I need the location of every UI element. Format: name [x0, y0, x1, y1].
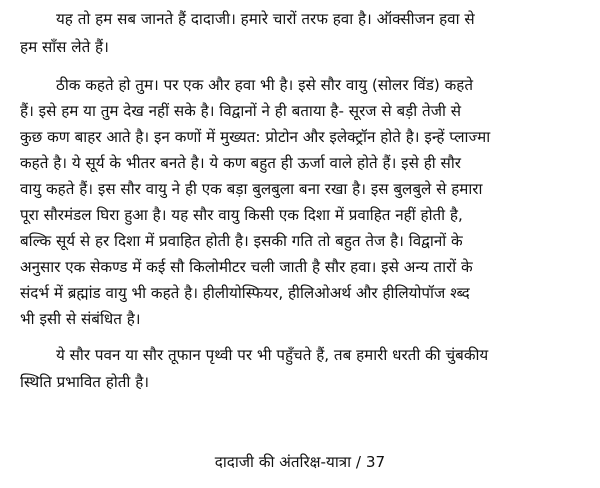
- paragraph-2-line-8: अनुसार एक सेकण्ड में कई सौ किलोमीटर चली जाती है सौर हवा। इसे अन्य तारों के: [20, 258, 473, 276]
- paragraph-3-line-1: ये सौर पवन या सौर तूफान पृथ्वी पर भी पहुँचते हैं, तब हमारी धरती की चुंबकीय: [56, 346, 489, 364]
- paragraph-2-line-4: कहते है। ये सूर्य के भीतर बनते है। ये कण बहुत ही ऊर्जा वाले होते हैं। इसे ही सौर: [20, 154, 461, 172]
- paragraph-2-line-1: ठीक कहते हो तुम। पर एक और हवा भी है। इसे सौर वायु (सोलर विंड) कहते: [56, 76, 474, 94]
- paragraph-3-line-2: स्थिति प्रभावित होती है।: [20, 373, 150, 391]
- paragraph-2-line-2: हैं। इसे हम या तुम देख नहीं सके है। विद्वानों ने ही बताया है- सूरज से बड़ी तेजी से: [20, 102, 461, 120]
- paragraph-1-line-2: हम साँस लेते हैं।: [20, 38, 109, 56]
- paragraph-2-line-3: कुछ कण बाहर आते है। इन कणों में मुख्यत: प्रोटोन और इलेक्ट्रॉन होते है। इन्हें प्लाज्मा: [20, 128, 491, 146]
- paragraph-2-line-7: बल्कि सूर्य से हर दिशा में प्रवाहित होती है। इसकी गति तो बहुत तेज है। विद्वानों के: [20, 232, 463, 250]
- page-footer: दादाजी की अंतरिक्ष-यात्रा / 37: [214, 453, 386, 471]
- paragraph-2-line-10: भी इसी से संबंधित है।: [20, 310, 141, 328]
- paragraph-2-line-9: संदर्भ में ब्रह्मांड वायु भी कहते है। हीलीयोस्फियर, हीलिओअर्थ और हीलियोपॉज श्ब्द: [20, 284, 470, 302]
- paragraph-2-line-5: वायु कहते हैं। इस सौर वायु ने ही एक बड़ा बुलबुला बना रखा है। इस बुलबुले से हमारा: [20, 180, 483, 198]
- paragraph-1-line-1: यह तो हम सब जानते हैं दादाजी। हमारे चारों तरफ हवा है। ऑक्सीजन हवा से: [56, 10, 475, 28]
- paragraph-2-line-6: पूरा सौरमंडल घिरा हुआ है। यह सौर वायु किसी एक दिशा में प्रवाहित नहीं होती है,: [20, 206, 463, 224]
